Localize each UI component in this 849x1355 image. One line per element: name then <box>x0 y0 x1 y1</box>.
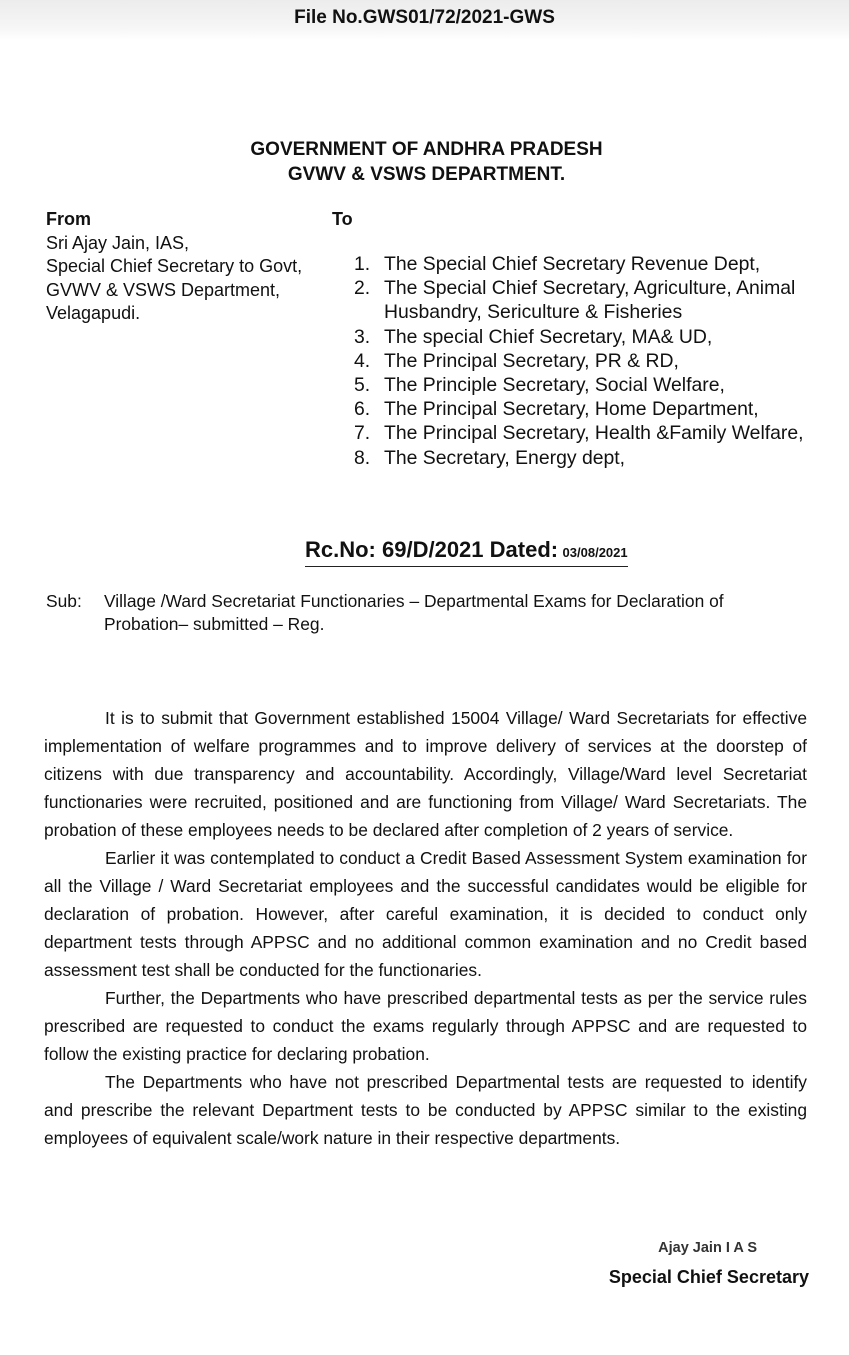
body-paragraph: Earlier it was contemplated to conduct a Credit Based Assessment System examination for all the Village / Ward Secretariat employees and the successful candidates would be eligible for declaration of probation. However, after careful examination, it is decided to conduct only department tests through APPSC and no additional common examination and no Credit based assessment test shall be conducted for the functionaries. <box>44 848 807 980</box>
from-line: GVWV & VSWS Department, <box>46 279 281 300</box>
body-paragraph: Further, the Departments who have prescribed departmental tests as per the service rules prescribed are requested to conduct the exams regularly through APPSC and are requested to follow the existing practice for declaring probation. <box>44 988 807 1064</box>
from-block <box>46 208 302 326</box>
recipient-item: 4. The Principal Secretary, PR & RD, <box>354 349 679 372</box>
from-line: Velagapudi. <box>46 303 141 323</box>
to-heading: To <box>332 209 353 229</box>
recipient-item: 7. The Principal Secretary, Health &Family Welfare, <box>354 422 804 445</box>
department-title: GVWV & VSWS DEPARTMENT. <box>287 164 566 185</box>
subject-line <box>46 590 806 636</box>
subject-label: Sub: <box>46 591 82 611</box>
letter-body <box>44 704 807 1152</box>
body-paragraph: It is to submit that Government established 15004 Village/ Ward Secretariats for effective implementation of welfare programmes and to improve delivery of services at the doorstep of citizens with due transparency and accountability. Accordingly, Village/Ward level Secretariat functionaries were recruited, positioned and are functioning from Village/ Ward Secretariats. The probation of these employees needs to be declared after completion of 2 years of service. <box>44 708 807 840</box>
from-line: Sri Ajay Jain, IAS, <box>46 232 190 253</box>
recipient-item: 2. The Special Chief Secretary, Agriculture, Animal Husbandry, Sericulture & Fisheries <box>354 277 796 324</box>
letterhead <box>0 137 849 187</box>
recipient-list <box>354 252 804 470</box>
body-paragraph: The Departments who have not prescribed Departmental tests are requested to identify and prescribe the relevant Department tests to be conducted by APPSC similar to the existing employees of equivalent scale/work nature in their respective departments. <box>44 1072 807 1148</box>
from-heading: From <box>46 209 91 229</box>
recipient-item: 3. The special Chief Secretary, MA& UD, <box>354 325 713 348</box>
reference-number <box>305 537 628 567</box>
file-number: File No.GWS01/72/2021-GWS <box>294 7 555 28</box>
signatory-title: Special Chief Secretary <box>608 1267 809 1287</box>
from-line: Special Chief Secretary to Govt, <box>46 256 303 276</box>
recipient-item: 6. The Principal Secretary, Home Department, <box>354 398 759 421</box>
recipient-item: 5. The Principle Secretary, Social Welfare, <box>354 374 725 397</box>
subject-text: Village /Ward Secretariat Functionaries – Departmental Exams for Declaration of Probation– submitted – Reg. <box>104 591 724 634</box>
reference-date: 03/08/2021 <box>562 545 628 560</box>
government-title: GOVERNMENT OF ANDHRA PRADESH <box>250 139 603 160</box>
signatory-name: Ajay Jain I A S <box>658 1240 757 1256</box>
recipient-item: 1. The Special Chief Secretary Revenue Dept, <box>354 253 761 275</box>
recipient-item: 8. The Secretary, Energy dept, <box>354 446 626 469</box>
reference-label: Rc.No: 69/D/2021 Dated: <box>305 537 559 562</box>
